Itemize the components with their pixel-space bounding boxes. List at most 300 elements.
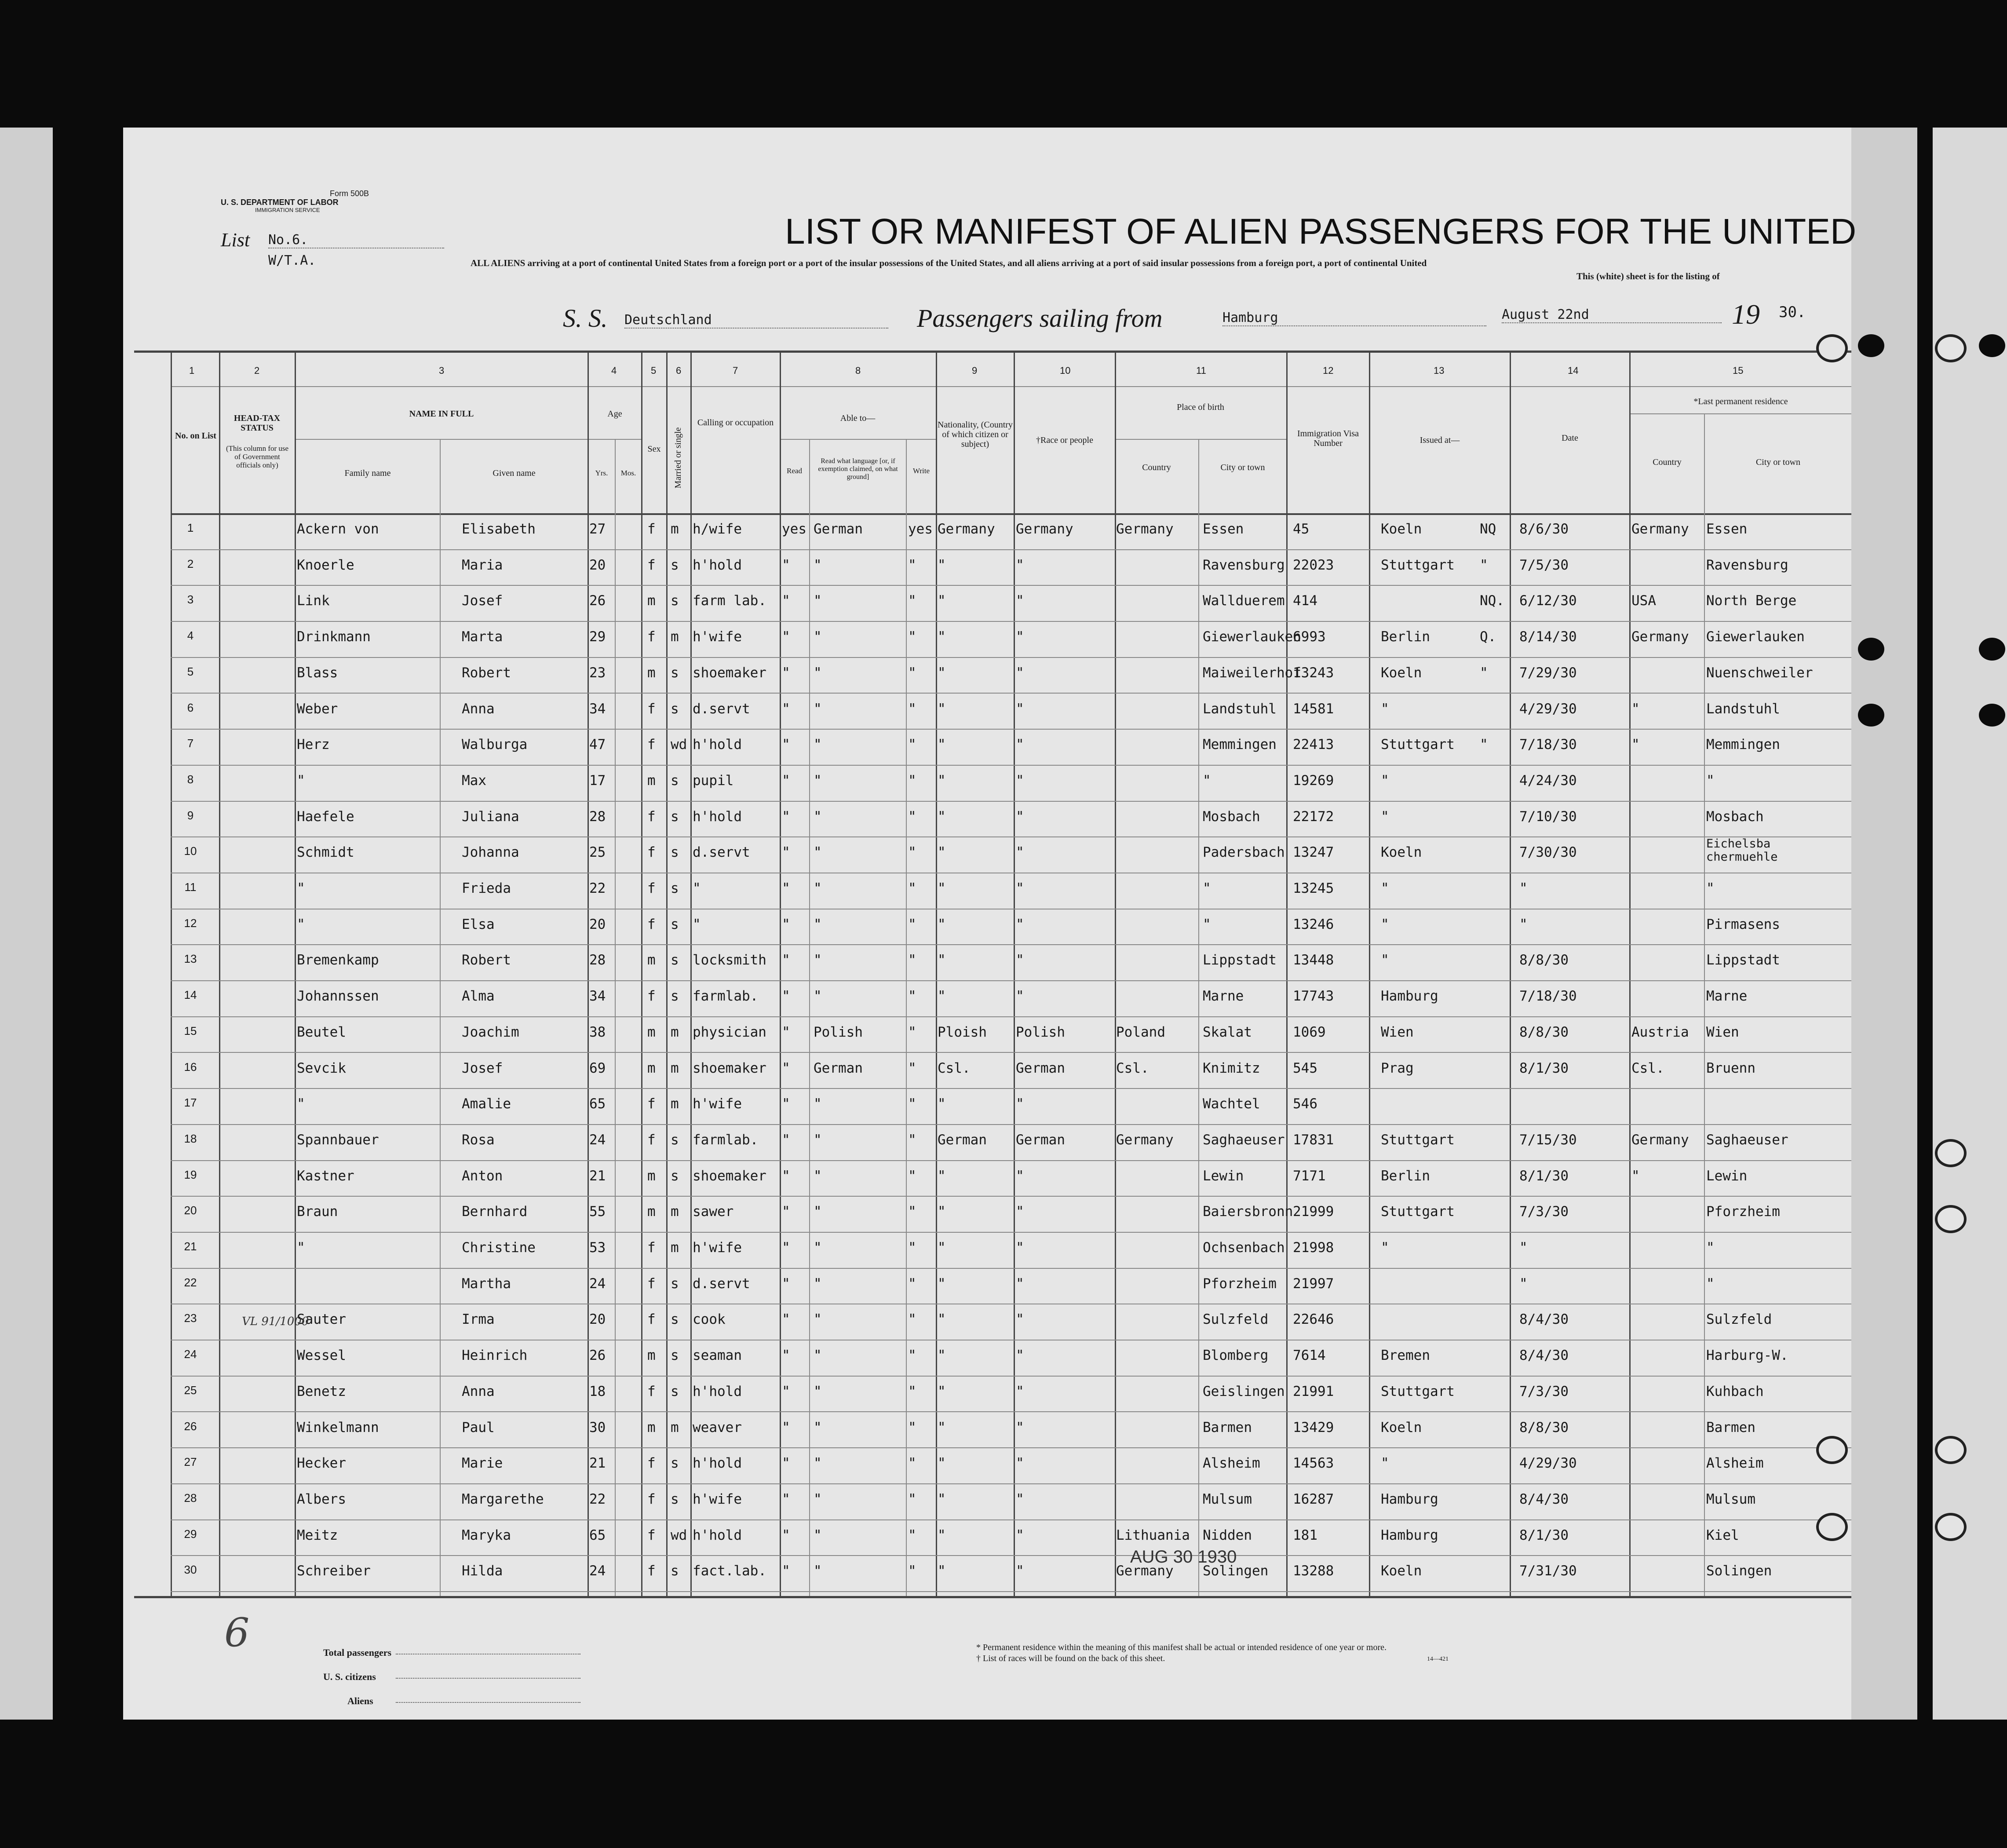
hdr-nationality: Nationality, (Country of which citizen or subject) bbox=[938, 420, 1013, 449]
cell-age: 28 bbox=[589, 952, 606, 968]
cell-given: Elsa bbox=[462, 916, 495, 932]
cell-given: Juliana bbox=[462, 808, 519, 825]
cell-age: 17 bbox=[589, 772, 606, 789]
ship-name: Deutschland bbox=[624, 312, 888, 329]
cell-lang: " bbox=[814, 701, 822, 717]
cell-race: " bbox=[1016, 701, 1024, 717]
cell-read: " bbox=[782, 1419, 790, 1435]
cell-write: " bbox=[908, 1024, 916, 1040]
hdr-birth-country: Country bbox=[1142, 463, 1171, 472]
cell-nat: " bbox=[938, 593, 946, 609]
cell-given: Frieda bbox=[462, 880, 511, 896]
cell-sex: f bbox=[647, 1455, 656, 1472]
cell-issued: " bbox=[1381, 952, 1389, 968]
cell-no: 9 bbox=[187, 808, 194, 822]
cell-age: 65 bbox=[589, 1096, 606, 1112]
cell-bcountry: Germany bbox=[1116, 1563, 1174, 1579]
cell-given: Walburga bbox=[462, 737, 528, 753]
cell-write: " bbox=[908, 1419, 916, 1435]
cell-issued: " bbox=[1381, 808, 1389, 825]
cell-date: 7/31/30 bbox=[1519, 1563, 1577, 1579]
cell-occ: d.servt bbox=[693, 1275, 750, 1292]
cell-no: 24 bbox=[184, 1348, 197, 1361]
table-row bbox=[123, 765, 1851, 800]
cell-ms: s bbox=[671, 988, 679, 1004]
cell-rcity: " bbox=[1706, 772, 1715, 789]
cell-race: " bbox=[1016, 844, 1024, 861]
cell-visa: 414 bbox=[1293, 593, 1317, 609]
cell-sex: f bbox=[647, 1563, 656, 1579]
cell-date: 7/3/30 bbox=[1519, 1383, 1569, 1399]
birth-subrule bbox=[1115, 439, 1286, 440]
cell-rcountry: Germany bbox=[1631, 1132, 1689, 1148]
cell-sex: f bbox=[647, 1491, 656, 1507]
cell-issued: Stuttgart bbox=[1381, 1383, 1455, 1399]
footnote-residence: * Permanent residence within the meaning of this manifest shall be actual or intended residence of one year or more. bbox=[976, 1643, 1387, 1652]
sailing-from-label: Passengers sailing from bbox=[917, 304, 1163, 332]
cell-lang: " bbox=[814, 952, 822, 968]
cell-no: 20 bbox=[184, 1204, 197, 1217]
punch-hole bbox=[1816, 1513, 1848, 1541]
cell-family: Albers bbox=[297, 1491, 346, 1507]
previous-page-edge bbox=[0, 128, 53, 1720]
cell-lang: " bbox=[814, 1527, 822, 1543]
cell-write: " bbox=[908, 808, 916, 825]
cell-rcity: Mulsum bbox=[1706, 1491, 1755, 1507]
table-row bbox=[123, 1016, 1851, 1051]
departure-port: Hamburg bbox=[1222, 310, 1486, 326]
hdr-given-name: Given name bbox=[493, 468, 536, 478]
cell-issued: Berlin bbox=[1381, 629, 1430, 645]
cell-visa: 14563 bbox=[1293, 1455, 1334, 1472]
cell-write: " bbox=[908, 1168, 916, 1184]
cell-ms: s bbox=[671, 1311, 679, 1328]
cell-lang: " bbox=[814, 1563, 822, 1579]
cell-ms: s bbox=[671, 593, 679, 609]
cell-bcity: Padersbach bbox=[1203, 844, 1285, 861]
cell-lang: " bbox=[814, 916, 822, 932]
cell-family: " bbox=[297, 880, 305, 896]
cell-issued: Koeln bbox=[1381, 844, 1422, 861]
cell-given: Anna bbox=[462, 1383, 495, 1399]
cell-nat: " bbox=[938, 772, 946, 789]
sheet-color-note: This (white) sheet is for the listing of bbox=[1576, 271, 1720, 281]
cell-no: 12 bbox=[184, 916, 197, 930]
cell-ms: s bbox=[671, 1455, 679, 1472]
cell-family: Weber bbox=[297, 701, 338, 717]
cell-visa: 21999 bbox=[1293, 1204, 1334, 1220]
cell-given: Heinrich bbox=[462, 1348, 528, 1364]
cell-sex: m bbox=[647, 665, 656, 681]
cell-ms: m bbox=[671, 629, 679, 645]
cell-sex: f bbox=[647, 1527, 656, 1543]
cell-ms: m bbox=[671, 1024, 679, 1040]
cell-visa: 13245 bbox=[1293, 880, 1334, 896]
cell-nat: " bbox=[938, 988, 946, 1004]
cell-occ: d.servt bbox=[693, 701, 750, 717]
handwritten-note: VL 91/1000 bbox=[242, 1315, 309, 1328]
cell-sex: f bbox=[647, 1275, 656, 1292]
cell-issued: Hamburg bbox=[1381, 1491, 1438, 1507]
table-row bbox=[123, 1232, 1851, 1267]
cell-ms: s bbox=[671, 1275, 679, 1292]
cell-family: Blass bbox=[297, 665, 338, 681]
cell-occ: fact.lab. bbox=[693, 1563, 766, 1579]
col-num-11: 11 bbox=[1196, 365, 1206, 376]
department-label: U. S. DEPARTMENT OF LABOR bbox=[221, 198, 339, 207]
table-row bbox=[123, 549, 1851, 584]
cell-family: Braun bbox=[297, 1204, 338, 1220]
cell-ms: s bbox=[671, 808, 679, 825]
cell-visa: 45 bbox=[1293, 521, 1310, 537]
cell-no: 28 bbox=[184, 1491, 197, 1505]
cell-bcity: Wachtel bbox=[1203, 1096, 1260, 1112]
cell-lang: " bbox=[814, 1383, 822, 1399]
cell-family: Bremenkamp bbox=[297, 952, 379, 968]
cell-read: " bbox=[782, 1491, 790, 1507]
cell-sex: f bbox=[647, 1311, 656, 1328]
cell-issued: Stuttgart bbox=[1381, 557, 1455, 573]
cell-nat: " bbox=[938, 880, 946, 896]
cell-family: Sevcik bbox=[297, 1060, 346, 1076]
hdr-visa: Immigration Visa Number bbox=[1297, 429, 1359, 448]
cell-sex: f bbox=[647, 557, 656, 573]
cell-occ: " bbox=[693, 916, 701, 932]
cell-rcountry: " bbox=[1631, 1168, 1640, 1184]
cell-race: " bbox=[1016, 737, 1024, 753]
cell-no: 27 bbox=[184, 1455, 197, 1469]
cell-occ: shoemaker bbox=[693, 665, 766, 681]
cell-race: " bbox=[1016, 1311, 1024, 1328]
cell-rcity: Mosbach bbox=[1706, 808, 1764, 825]
cell-race: " bbox=[1016, 772, 1024, 789]
cell-bcity: Ravensburg bbox=[1203, 557, 1285, 573]
cell-nat: " bbox=[938, 1168, 946, 1184]
cell-lang: " bbox=[814, 772, 822, 789]
cell-read: " bbox=[782, 1348, 790, 1364]
cell-bcountry: Germany bbox=[1116, 521, 1174, 537]
table-row bbox=[123, 801, 1851, 836]
table-row bbox=[123, 1447, 1851, 1482]
hdr-write: Write bbox=[912, 467, 930, 475]
cell-family: Herz bbox=[297, 737, 330, 753]
print-code: 14—421 bbox=[1427, 1656, 1449, 1662]
hdr-head-tax: HEAD-TAX STATUS bbox=[234, 413, 281, 433]
cell-issued: Koeln bbox=[1381, 521, 1422, 537]
cell-no: 21 bbox=[184, 1240, 197, 1253]
cell-write: " bbox=[908, 916, 916, 932]
cell-occ: " bbox=[693, 880, 701, 896]
cell-write: " bbox=[908, 988, 916, 1004]
cell-sex: f bbox=[647, 1383, 656, 1399]
cell-q: NQ. bbox=[1480, 593, 1504, 609]
cell-no: 23 bbox=[184, 1311, 197, 1325]
ss-label: S. S. bbox=[563, 304, 608, 332]
cell-race: " bbox=[1016, 1491, 1024, 1507]
cell-given: Marie bbox=[462, 1455, 503, 1472]
cell-issued: Stuttgart bbox=[1381, 1204, 1455, 1220]
cell-age: 26 bbox=[589, 593, 606, 609]
cell-occ: d.servt bbox=[693, 844, 750, 861]
table-row bbox=[123, 1519, 1851, 1554]
cell-given: Anton bbox=[462, 1168, 503, 1184]
col-num-9: 9 bbox=[972, 365, 978, 376]
cell-no: 6 bbox=[187, 701, 194, 714]
cell-no: 29 bbox=[184, 1527, 197, 1541]
cell-read: " bbox=[782, 1204, 790, 1220]
cell-no: 4 bbox=[187, 629, 194, 643]
cell-race: " bbox=[1016, 665, 1024, 681]
cell-read: " bbox=[782, 772, 790, 789]
cell-no: 16 bbox=[184, 1060, 197, 1074]
cell-nat: " bbox=[938, 844, 946, 861]
cell-rcity: Kuhbach bbox=[1706, 1383, 1764, 1399]
cell-write: " bbox=[908, 952, 916, 968]
cell-q: " bbox=[1480, 737, 1488, 753]
cell-occ: h'hold bbox=[693, 1455, 742, 1472]
cell-family: Beutel bbox=[297, 1024, 346, 1040]
cell-write: " bbox=[908, 1491, 916, 1507]
cell-occ: shoemaker bbox=[693, 1060, 766, 1076]
cell-visa: 6993 bbox=[1293, 629, 1326, 645]
cell-occ: h'hold bbox=[693, 1527, 742, 1543]
cell-family: Johannssen bbox=[297, 988, 379, 1004]
cell-bcountry: Csl. bbox=[1116, 1060, 1149, 1076]
punch-hole bbox=[1935, 1513, 1967, 1541]
cell-race: " bbox=[1016, 1419, 1024, 1435]
cell-read: " bbox=[782, 988, 790, 1004]
cell-bcity: " bbox=[1203, 772, 1211, 789]
cell-occ: h'hold bbox=[693, 1383, 742, 1399]
cell-nat: German bbox=[938, 1132, 987, 1148]
cell-occ: h'wife bbox=[693, 1240, 742, 1256]
cell-visa: 1069 bbox=[1293, 1024, 1326, 1040]
form-number: Form 500B bbox=[330, 189, 369, 198]
cell-date: 8/8/30 bbox=[1519, 1024, 1569, 1040]
cell-lang: " bbox=[814, 1096, 822, 1112]
cell-date: 4/24/30 bbox=[1519, 772, 1577, 789]
cell-rcity: Giewerlauken bbox=[1706, 629, 1805, 645]
cell-race: " bbox=[1016, 988, 1024, 1004]
table-row bbox=[123, 1376, 1851, 1410]
cell-given: Amalie bbox=[462, 1096, 511, 1112]
cell-issued: " bbox=[1381, 772, 1389, 789]
cell-rcountry: Csl. bbox=[1631, 1060, 1664, 1076]
cell-family: Winkelmann bbox=[297, 1419, 379, 1435]
cell-nat: Csl. bbox=[938, 1060, 971, 1076]
cell-read: " bbox=[782, 1311, 790, 1328]
cell-no: 11 bbox=[184, 880, 197, 894]
row-rule bbox=[171, 1591, 1851, 1592]
hdr-read: Read bbox=[787, 467, 802, 475]
cell-rcity: Sulzfeld bbox=[1706, 1311, 1772, 1328]
cell-date: 7/15/30 bbox=[1519, 1132, 1577, 1148]
cell-bcity: Wallduerem bbox=[1203, 593, 1285, 609]
cell-given: Josef bbox=[462, 593, 503, 609]
next-page-edge bbox=[1933, 128, 2007, 1720]
cell-age: 69 bbox=[589, 1060, 606, 1076]
cell-visa: 546 bbox=[1293, 1096, 1317, 1112]
cell-occ: sawer bbox=[693, 1204, 734, 1220]
cell-write: " bbox=[908, 772, 916, 789]
cell-race: " bbox=[1016, 1383, 1024, 1399]
cell-race: " bbox=[1016, 1204, 1024, 1220]
cell-write: " bbox=[908, 844, 916, 861]
manifest-subtitle: ALL ALIENS arriving at a port of continental United States from a foreign port or a port of the insular possessions of the United States, and all aliens arriving at a port of said insular possessions from a foreign port, a port of continental United bbox=[471, 258, 1427, 268]
cell-race: " bbox=[1016, 593, 1024, 609]
cell-nat: " bbox=[938, 737, 946, 753]
cell-no: 22 bbox=[184, 1275, 197, 1289]
cell-nat: " bbox=[938, 1383, 946, 1399]
cell-family: " bbox=[297, 772, 305, 789]
cell-given: Maryka bbox=[462, 1527, 511, 1543]
cell-bcity: Landstuhl bbox=[1203, 701, 1277, 717]
cell-rcountry: USA bbox=[1631, 593, 1656, 609]
cell-no: 10 bbox=[184, 844, 197, 858]
cell-rcountry: Germany bbox=[1631, 629, 1689, 645]
cell-given: Bernhard bbox=[462, 1204, 528, 1220]
cell-rcity: Barmen bbox=[1706, 1419, 1755, 1435]
cell-ms: s bbox=[671, 1491, 679, 1507]
list-number: No.6. bbox=[268, 232, 444, 248]
cell-read: " bbox=[782, 844, 790, 861]
cell-given: Rosa bbox=[462, 1132, 495, 1148]
cell-race: " bbox=[1016, 880, 1024, 896]
hdr-res-city: City or town bbox=[1755, 457, 1801, 467]
cell-nat: " bbox=[938, 1491, 946, 1507]
cell-rcity: Lewin bbox=[1706, 1168, 1748, 1184]
cell-issued: Hamburg bbox=[1381, 988, 1438, 1004]
punch-hole bbox=[1858, 334, 1884, 357]
cell-sex: m bbox=[647, 1204, 656, 1220]
cell-lang: " bbox=[814, 1455, 822, 1472]
cell-read: " bbox=[782, 557, 790, 573]
cell-rcity: Solingen bbox=[1706, 1563, 1772, 1579]
cell-no: 30 bbox=[184, 1563, 197, 1577]
cell-nat: " bbox=[938, 1563, 946, 1579]
cell-given: Alma bbox=[462, 988, 495, 1004]
cell-given: Max bbox=[462, 772, 486, 789]
cell-date: 4/29/30 bbox=[1519, 701, 1577, 717]
cell-given: Hilda bbox=[462, 1563, 503, 1579]
cell-visa: 14581 bbox=[1293, 701, 1334, 717]
cell-write: yes bbox=[908, 521, 933, 537]
punch-hole bbox=[1816, 334, 1848, 362]
cell-given: Anna bbox=[462, 701, 495, 717]
punch-hole bbox=[1935, 334, 1967, 362]
cell-write: " bbox=[908, 1563, 916, 1579]
cell-no: 5 bbox=[187, 665, 194, 678]
col-num-1: 1 bbox=[189, 365, 195, 376]
cell-nat: " bbox=[938, 1527, 946, 1543]
cell-sex: m bbox=[647, 1060, 656, 1076]
hdr-date: Date bbox=[1562, 433, 1578, 443]
cell-no: 3 bbox=[187, 593, 194, 606]
cell-given: Margarethe bbox=[462, 1491, 544, 1507]
cell-sex: f bbox=[647, 1240, 656, 1256]
cell-age: 30 bbox=[589, 1419, 606, 1435]
cell-read: " bbox=[782, 737, 790, 753]
cell-occ: h/wife bbox=[693, 521, 742, 537]
cell-given: Joachim bbox=[462, 1024, 519, 1040]
cell-race: " bbox=[1016, 1096, 1024, 1112]
cell-race: " bbox=[1016, 1455, 1024, 1472]
col-num-12: 12 bbox=[1323, 365, 1334, 376]
footnote-races: † List of races will be found on the back of this sheet. bbox=[976, 1654, 1165, 1663]
cell-nat: " bbox=[938, 629, 946, 645]
cell-age: 25 bbox=[589, 844, 606, 861]
cell-age: 24 bbox=[589, 1132, 606, 1148]
cell-age: 34 bbox=[589, 988, 606, 1004]
cell-nat: " bbox=[938, 1204, 946, 1220]
punch-hole bbox=[1979, 704, 2005, 727]
col-num-3: 3 bbox=[439, 365, 445, 376]
cell-visa: 13243 bbox=[1293, 665, 1334, 681]
cell-ms: s bbox=[671, 557, 679, 573]
cell-visa: 21991 bbox=[1293, 1383, 1334, 1399]
cell-lang: Polish bbox=[814, 1024, 863, 1040]
cell-race: " bbox=[1016, 1348, 1024, 1364]
cell-sex: m bbox=[647, 593, 656, 609]
table-row bbox=[123, 944, 1851, 979]
cell-rcity: Pirmasens bbox=[1706, 916, 1780, 932]
cell-rcity: Harburg-W. bbox=[1706, 1348, 1788, 1364]
able-subrule bbox=[780, 439, 936, 440]
hdr-race: †Race or people bbox=[1036, 435, 1093, 445]
cell-read: yes bbox=[782, 521, 806, 537]
table-row bbox=[123, 1412, 1851, 1446]
cell-date: 6/12/30 bbox=[1519, 593, 1577, 609]
col-num-2: 2 bbox=[254, 365, 260, 376]
cell-family: Sauter bbox=[297, 1311, 346, 1328]
cell-bcity: Saghaeuser bbox=[1203, 1132, 1285, 1148]
cell-sex: f bbox=[647, 808, 656, 825]
cell-family: Link bbox=[297, 593, 330, 609]
handwritten-page-number: 6 bbox=[224, 1610, 250, 1656]
cell-no: 25 bbox=[184, 1383, 197, 1397]
cell-read: " bbox=[782, 665, 790, 681]
cell-family: " bbox=[297, 1096, 305, 1112]
cell-given: Irma bbox=[462, 1311, 495, 1328]
table-row bbox=[123, 513, 1851, 548]
cell-write: " bbox=[908, 1132, 916, 1148]
table-row bbox=[123, 1196, 1851, 1231]
table-row bbox=[123, 1052, 1851, 1087]
cell-sex: f bbox=[647, 988, 656, 1004]
cell-given: Elisabeth bbox=[462, 521, 536, 537]
cell-age: 20 bbox=[589, 1311, 606, 1328]
cell-write: " bbox=[908, 1348, 916, 1364]
cell-issued: Koeln bbox=[1381, 1419, 1422, 1435]
table-row bbox=[123, 909, 1851, 943]
col-num-4: 4 bbox=[611, 365, 617, 376]
cell-age: 24 bbox=[589, 1275, 606, 1292]
cell-rcity: Nuenschweiler bbox=[1706, 665, 1813, 681]
cell-age: 55 bbox=[589, 1204, 606, 1220]
cell-read: " bbox=[782, 1024, 790, 1040]
cell-race: " bbox=[1016, 629, 1024, 645]
table-bottom-rule bbox=[134, 1596, 1851, 1598]
cell-lang: " bbox=[814, 737, 822, 753]
cell-family: Benetz bbox=[297, 1383, 346, 1399]
cell-bcity: Alsheim bbox=[1203, 1455, 1260, 1472]
cell-age: 34 bbox=[589, 701, 606, 717]
cell-bcity: Nidden bbox=[1203, 1527, 1252, 1543]
cell-age: 38 bbox=[589, 1024, 606, 1040]
col-num-14: 14 bbox=[1568, 365, 1579, 376]
table-row bbox=[123, 1483, 1851, 1518]
cell-date: 8/14/30 bbox=[1519, 629, 1577, 645]
